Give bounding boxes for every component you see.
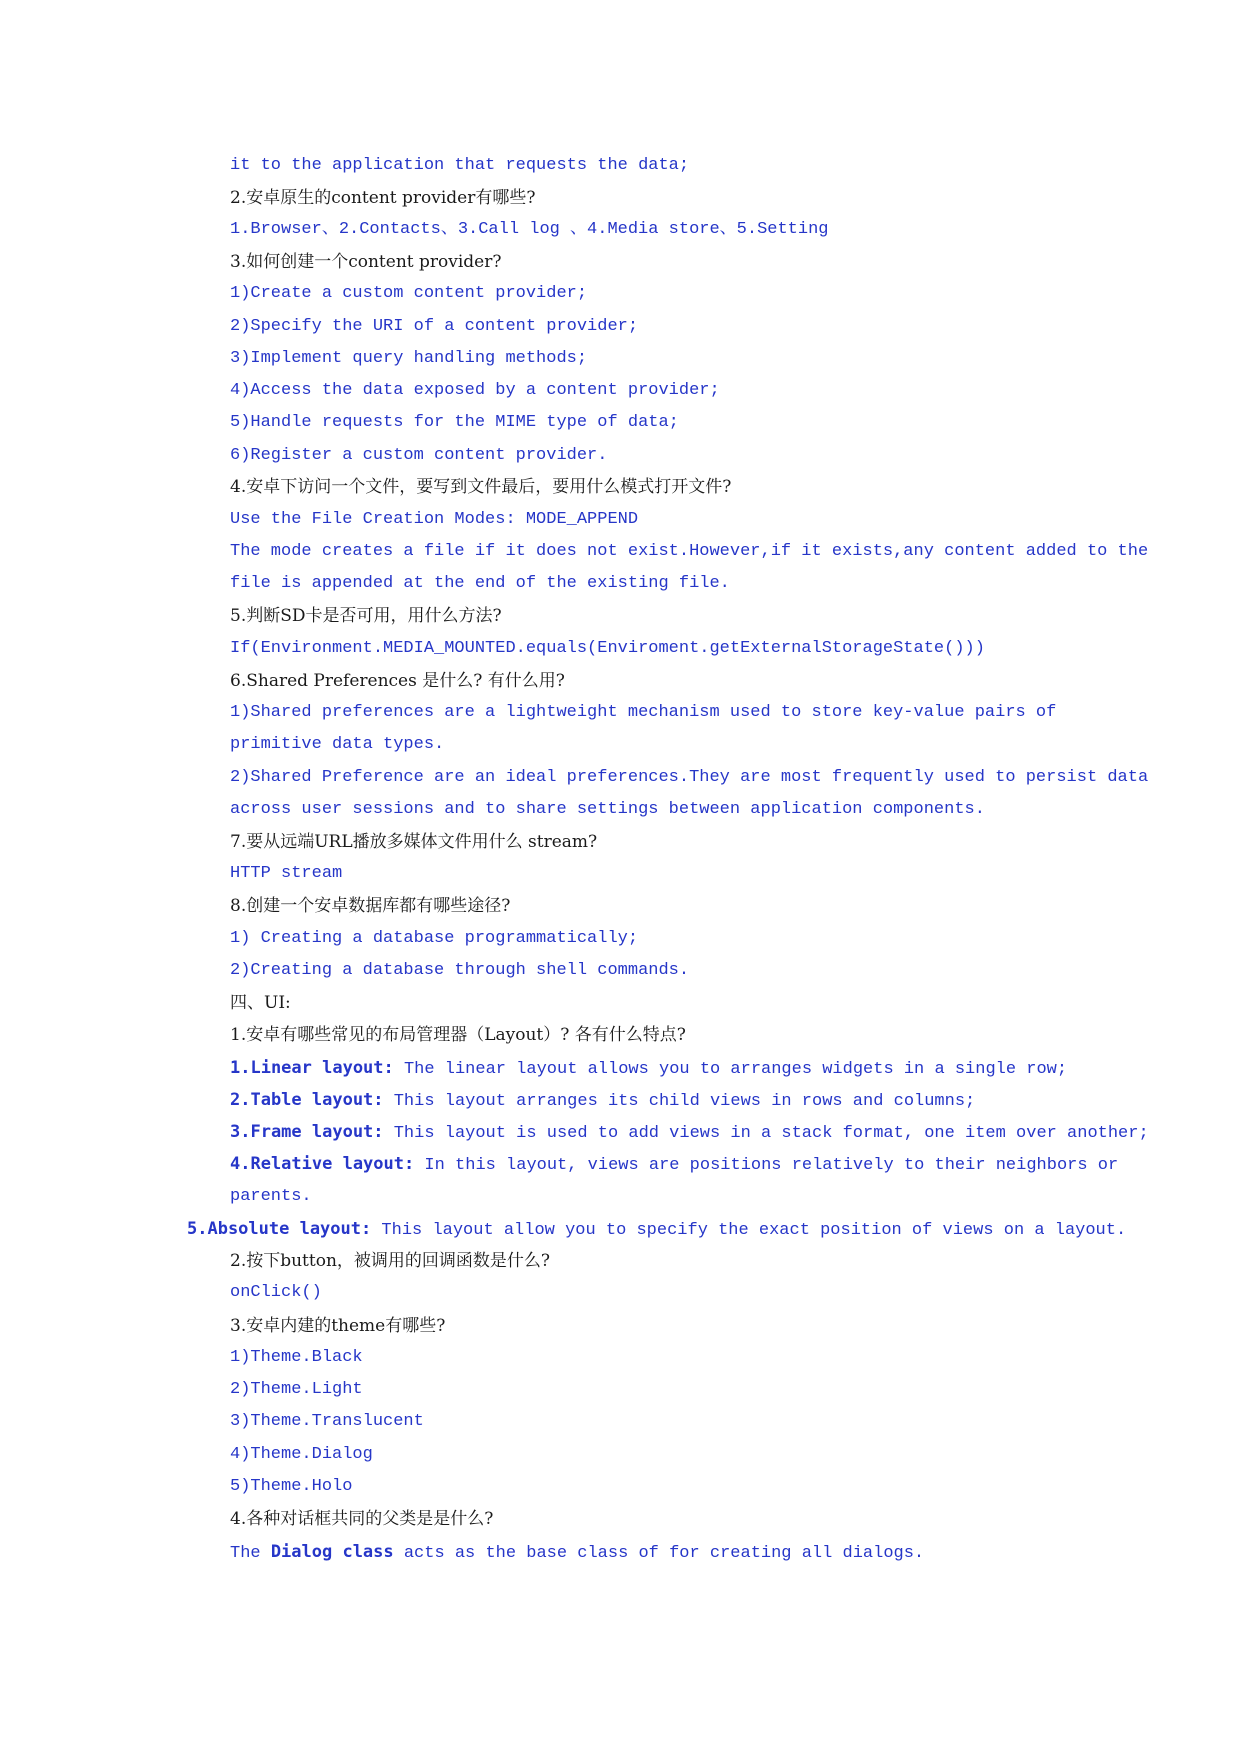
answer-line (187, 1213, 1126, 1245)
question-line: 2.安卓原生的content provider有哪些? (230, 188, 536, 208)
term-label: 4.Relative layout: (230, 1154, 415, 1174)
term-description: In this layout, views are positions relatively to their neighbors or (414, 1156, 1119, 1175)
answer-line: 2)Creating a database through shell commands. (230, 961, 690, 980)
section-heading: 四、UI: (230, 993, 291, 1013)
answer-line: primitive data types. (230, 735, 445, 754)
answer-line: 1) Creating a database programmatically; (230, 929, 639, 948)
term-description: This layout arranges its child views in rows and columns; (383, 1092, 976, 1111)
answer-line (230, 1084, 975, 1116)
term-description: This layout is used to add views in a stack format, one item over another; (383, 1124, 1149, 1143)
term-label: 3.Frame layout: (230, 1122, 384, 1142)
question-line: 4.安卓下访问一个文件，要写到文件最后，要用什么模式打开文件? (230, 477, 732, 497)
term-label: 1.Linear layout: (230, 1058, 394, 1078)
term-description: This layout allow you to specify the exact position of views on a layout. (371, 1221, 1127, 1240)
answer-line: Use the File Creation Modes: MODE_APPEND (230, 510, 639, 529)
question-line: 6.Shared Preferences 是什么? 有什么用? (230, 671, 565, 691)
answer-prefix: The (230, 1544, 271, 1563)
term-description: The linear layout allows you to arranges widgets in a single row; (393, 1060, 1068, 1079)
answer-line: 3)Implement query handling methods; (230, 349, 588, 368)
answer-line: 3)Theme.Translucent (230, 1412, 424, 1431)
answer-line (230, 1116, 1149, 1148)
term-label: 5.Absolute layout: (187, 1219, 372, 1239)
answer-line: 4)Theme.Dialog (230, 1445, 373, 1464)
answer-line: onClick() (230, 1283, 322, 1302)
answer-line (230, 1536, 924, 1568)
answer-line: parents. (230, 1187, 312, 1206)
answer-line: 4)Access the data exposed by a content provider; (230, 381, 720, 400)
question-line: 3.安卓内建的theme有哪些? (230, 1316, 446, 1336)
answer-line: 5)Theme.Holo (230, 1477, 353, 1496)
question-line: 8.创建一个安卓数据库都有哪些途径? (230, 896, 511, 916)
answer-line: 2)Shared Preference are an ideal preferences.They are most frequently used to persist data (230, 768, 1149, 787)
answer-line: 1)Theme.Black (230, 1348, 363, 1367)
answer-line: across user sessions and to share settings between application components. (230, 800, 985, 819)
question-line: 5.判断SD卡是否可用，用什么方法? (230, 606, 502, 626)
answer-line: 1)Shared preferences are a lightweight mechanism used to store key-value pairs of (230, 703, 1057, 722)
term-label: Dialog class (270, 1542, 394, 1562)
answer-line (230, 1052, 1067, 1084)
term-description: acts as the base class of for creating all dialogs. (393, 1544, 925, 1563)
answer-line: The mode creates a file if it does not exist.However,if it exists,any content added to the (230, 542, 1149, 561)
answer-line: HTTP stream (230, 864, 343, 883)
term-label: 2.Table layout: (230, 1090, 384, 1110)
question-line: 2.按下button，被调用的回调函数是什么? (230, 1251, 551, 1271)
answer-line: 2)Theme.Light (230, 1380, 363, 1399)
answer-line: If(Environment.MEDIA_MOUNTED.equals(Enviroment.getExternalStorageState())) (230, 639, 985, 658)
answer-line (230, 1148, 1118, 1180)
question-line: 3.如何创建一个content provider? (230, 252, 502, 272)
answer-line: file is appended at the end of the existing file. (230, 574, 730, 593)
question-line: 4.各种对话框共同的父类是是什么? (230, 1509, 494, 1529)
answer-line: it to the application that requests the data; (230, 156, 690, 175)
answer-line: 5)Handle requests for the MIME type of data; (230, 413, 679, 432)
question-line: 7.要从远端URL播放多媒体文件用什么 stream? (230, 832, 598, 852)
answer-line: 1.Browser、2.Contacts、3.Call log 、4.Media store、5.Setting (230, 220, 829, 239)
question-line: 1.安卓有哪些常见的布局管理器（Layout）? 各有什么特点? (230, 1025, 686, 1045)
answer-line: 1)Create a custom content provider; (230, 284, 588, 303)
answer-line: 2)Specify the URI of a content provider; (230, 317, 639, 336)
answer-line: 6)Register a custom content provider. (230, 446, 608, 465)
